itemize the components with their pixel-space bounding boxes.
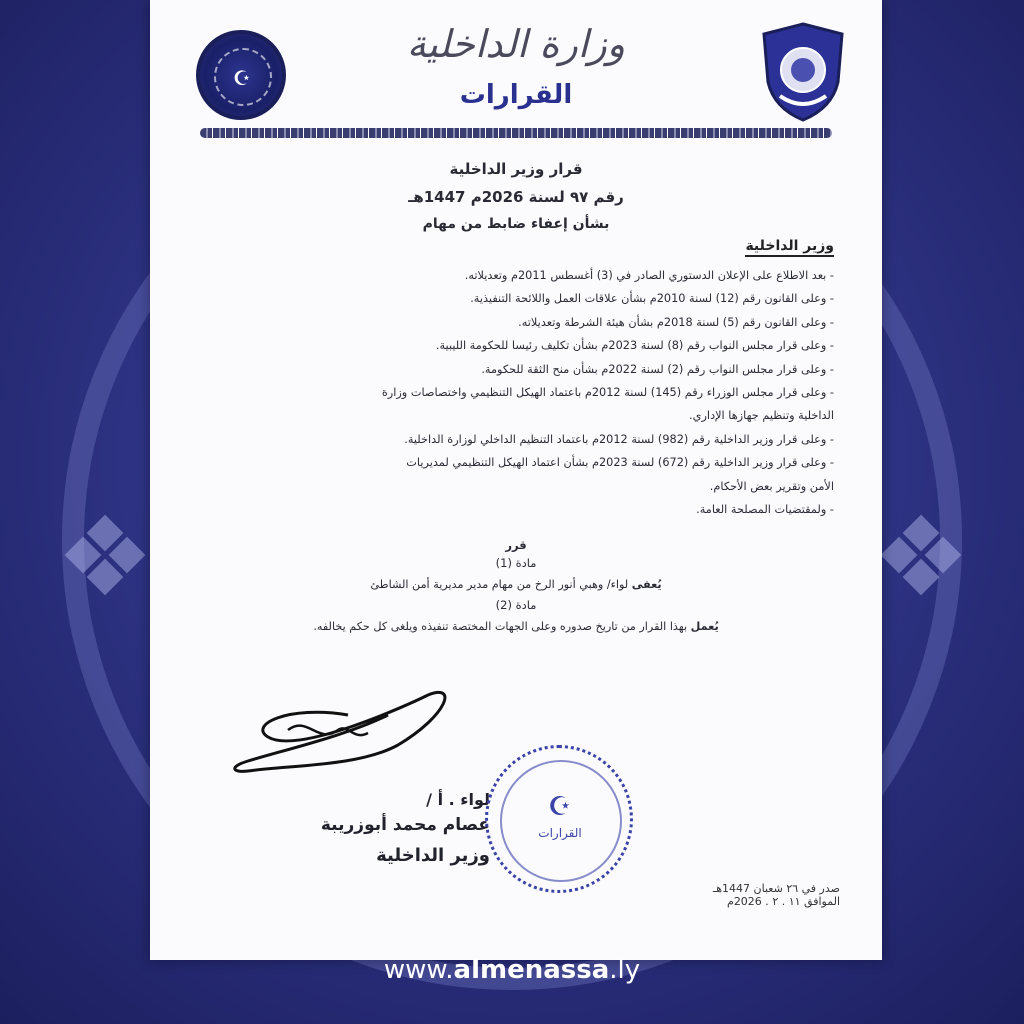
article-2-text: بهذا القرار من تاريخ صدوره وعلى الجهات المختصة تنفيذه ويلغى كل حكم يخالفه. (313, 620, 688, 633)
seal-label: القرارات (538, 826, 582, 840)
official-seal (485, 745, 633, 893)
issue-date-gregorian: الموافق ١١ . ٢ . 2026م (727, 895, 840, 908)
decree-document (150, 0, 882, 960)
website-brand: almenassa (453, 955, 610, 985)
issue-date-hijri: صدر في ٢٦ شعبان 1447هـ (713, 882, 840, 895)
signatory-rank: لواء . أ / (426, 790, 490, 809)
article-1-title: مادة (1) (495, 556, 537, 570)
article-2-body (210, 620, 822, 633)
article-2-title: مادة (2) (495, 598, 537, 612)
decisions-subtitle: القرارات (459, 80, 573, 110)
clause-line: الأمن وتقرير بعض الأحكام. (709, 479, 834, 493)
preamble-clauses (210, 264, 834, 521)
clause-line: - وعلى قرار مجلس الوزراء رقم (145) لسنة 2012م باعتماد الهيكل التنظيمي واختصاصات وزارة (381, 386, 834, 400)
clause-line: - وعلى قرار وزير الداخلية رقم (982) لسنة 2012م باعتماد التنظيم الداخلي لوزارة الداخلية. (404, 432, 834, 446)
diamond-ornament-icon (70, 520, 140, 590)
decided-heading: قرر (505, 538, 527, 552)
article-1-text: لواء/ وهبي أنور الرخ من مهام مدير مديرية أمن الشاطئ (370, 578, 629, 591)
decree-subject: بشأن إعفاء ضابط من مهام (422, 216, 610, 232)
decree-number: رقم ٩٧ لسنة 2026م 1447هـ (408, 188, 624, 206)
police-shield-icon (762, 22, 844, 122)
crescent-star-icon: ☪ (233, 66, 251, 90)
website-watermark (0, 955, 1024, 985)
article-1-verb: يُعفى (631, 578, 662, 591)
signatory-title: وزير الداخلية (376, 845, 490, 866)
clause-line: - وعلى قرار مجلس النواب رقم (2) لسنة 2022م بشأن منح الثقة للحكومة. (481, 362, 834, 376)
decree-title: قرار وزير الداخلية (449, 160, 583, 178)
clause-line: - وعلى قرار مجلس النواب رقم (8) لسنة 2023م بشأن تكليف رئيسا للحكومة الليبية. (435, 339, 834, 353)
article-2-verb: يُعمل (690, 620, 719, 633)
clause-line: - وعلى القانون رقم (12) لسنة 2010م بشأن علاقات العمل واللائحة التنفيذية. (470, 292, 834, 306)
section-heading: وزير الداخلية (745, 238, 834, 257)
ministry-title: وزارة الداخلية (406, 22, 626, 66)
handwritten-signature (228, 675, 458, 785)
diamond-ornament-icon (886, 520, 956, 590)
rope-divider (200, 128, 832, 138)
article-1-body (210, 578, 822, 591)
website-prefix: www. (383, 955, 454, 985)
clause-line: - وعلى قرار وزير الداخلية رقم (672) لسنة 2023م بشأن اعتماد الهيكل التنظيمي لمديريات (406, 456, 834, 470)
issue-date-block (620, 882, 840, 908)
crescent-star-icon: ☪ (548, 792, 572, 822)
clause-line: - وعلى القانون رقم (5) لسنة 2018م بشأن هيئة الشرطة وتعديلاته. (518, 315, 834, 329)
clause-line: - بعد الاطلاع على الإعلان الدستوري الصادر في (3) أغسطس 2011م وتعديلاته. (464, 269, 834, 282)
clause-line: الداخلية وتنظيم جهازها الإداري. (689, 409, 834, 423)
government-emblem-icon (196, 30, 286, 120)
signatory-name: عصام محمد أبوزريبة (320, 815, 490, 835)
website-suffix: .ly (609, 955, 641, 985)
clause-line: - ولمقتضيات المصلحة العامة. (696, 503, 834, 517)
